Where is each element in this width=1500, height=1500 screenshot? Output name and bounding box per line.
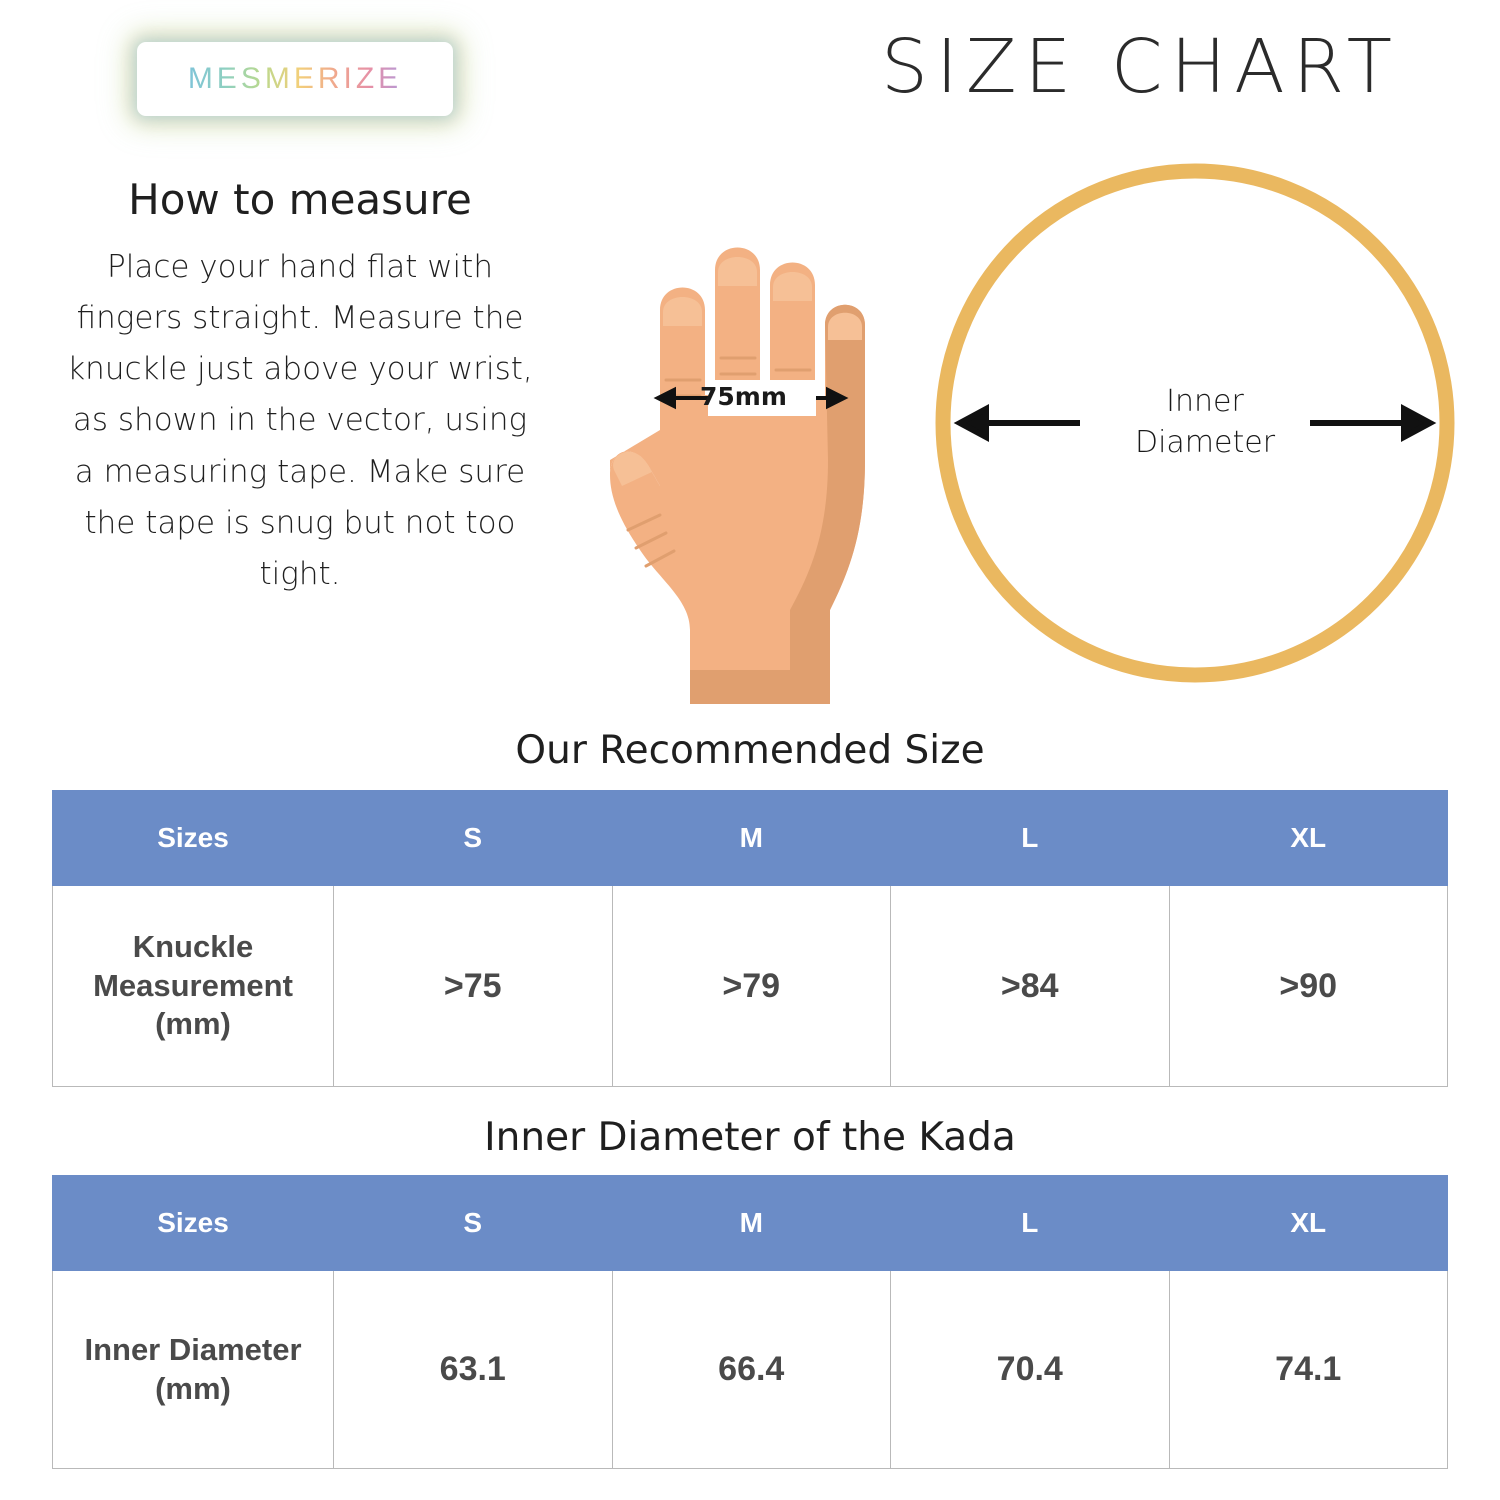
- page-title: SIZE CHART: [881, 24, 1400, 110]
- table2-header-sizes: Sizes: [53, 1176, 334, 1271]
- recommended-size-table: [52, 790, 1448, 1087]
- table1-header-l: L: [891, 791, 1170, 886]
- table1-header-xl: XL: [1169, 791, 1448, 886]
- table2-header-s: S: [334, 1176, 613, 1271]
- table2-header-m: M: [612, 1176, 891, 1271]
- table-header-row: [53, 791, 1448, 886]
- table2-value-l: 70.4: [891, 1271, 1170, 1469]
- table1-header-s: S: [334, 791, 613, 886]
- table1-value-m: >79: [612, 886, 891, 1087]
- inner-diameter-title: Inner Diameter of the Kada: [484, 1115, 1016, 1160]
- table2-row-label: Inner Diameter (mm): [53, 1271, 334, 1469]
- table2-value-m: 66.4: [612, 1271, 891, 1469]
- table1-value-s: >75: [334, 886, 613, 1087]
- hand-icon: [540, 130, 900, 710]
- how-to-measure-section: [60, 175, 540, 600]
- table2-header-xl: XL: [1169, 1176, 1448, 1271]
- table1-value-xl: >90: [1169, 886, 1448, 1087]
- table2-header-l: L: [891, 1176, 1170, 1271]
- how-to-measure-text: Place your hand flat with fingers straight. Measure the knuckle just above your wrist, as shown in the vector, using a measuring tape. Make sure the tape is snug but not too tight.: [67, 249, 533, 592]
- recommended-size-title: Our Recommended Size: [515, 728, 985, 773]
- brand-logo: [140, 45, 450, 113]
- how-to-measure-heading: How to measure: [128, 175, 472, 224]
- table2-value-s: 63.1: [334, 1271, 613, 1469]
- table1-value-l: >84: [891, 886, 1170, 1087]
- table2-value-xl: 74.1: [1169, 1271, 1448, 1469]
- table1-header-m: M: [612, 791, 891, 886]
- inner-diameter-table: [52, 1175, 1448, 1469]
- page-header: [0, 0, 1500, 135]
- brand-name: MESMERIZE: [187, 62, 403, 95]
- hand-measurement-label: 75mm: [700, 382, 787, 411]
- inner-diameter-label: Inner Diameter: [1134, 384, 1276, 460]
- table-header-row: [53, 1176, 1448, 1271]
- table1-header-sizes: Sizes: [53, 791, 334, 886]
- table-row: [53, 1271, 1448, 1469]
- table-row: [53, 886, 1448, 1087]
- table1-row-label: Knuckle Measurement (mm): [53, 886, 334, 1087]
- hand-illustration: [540, 130, 900, 710]
